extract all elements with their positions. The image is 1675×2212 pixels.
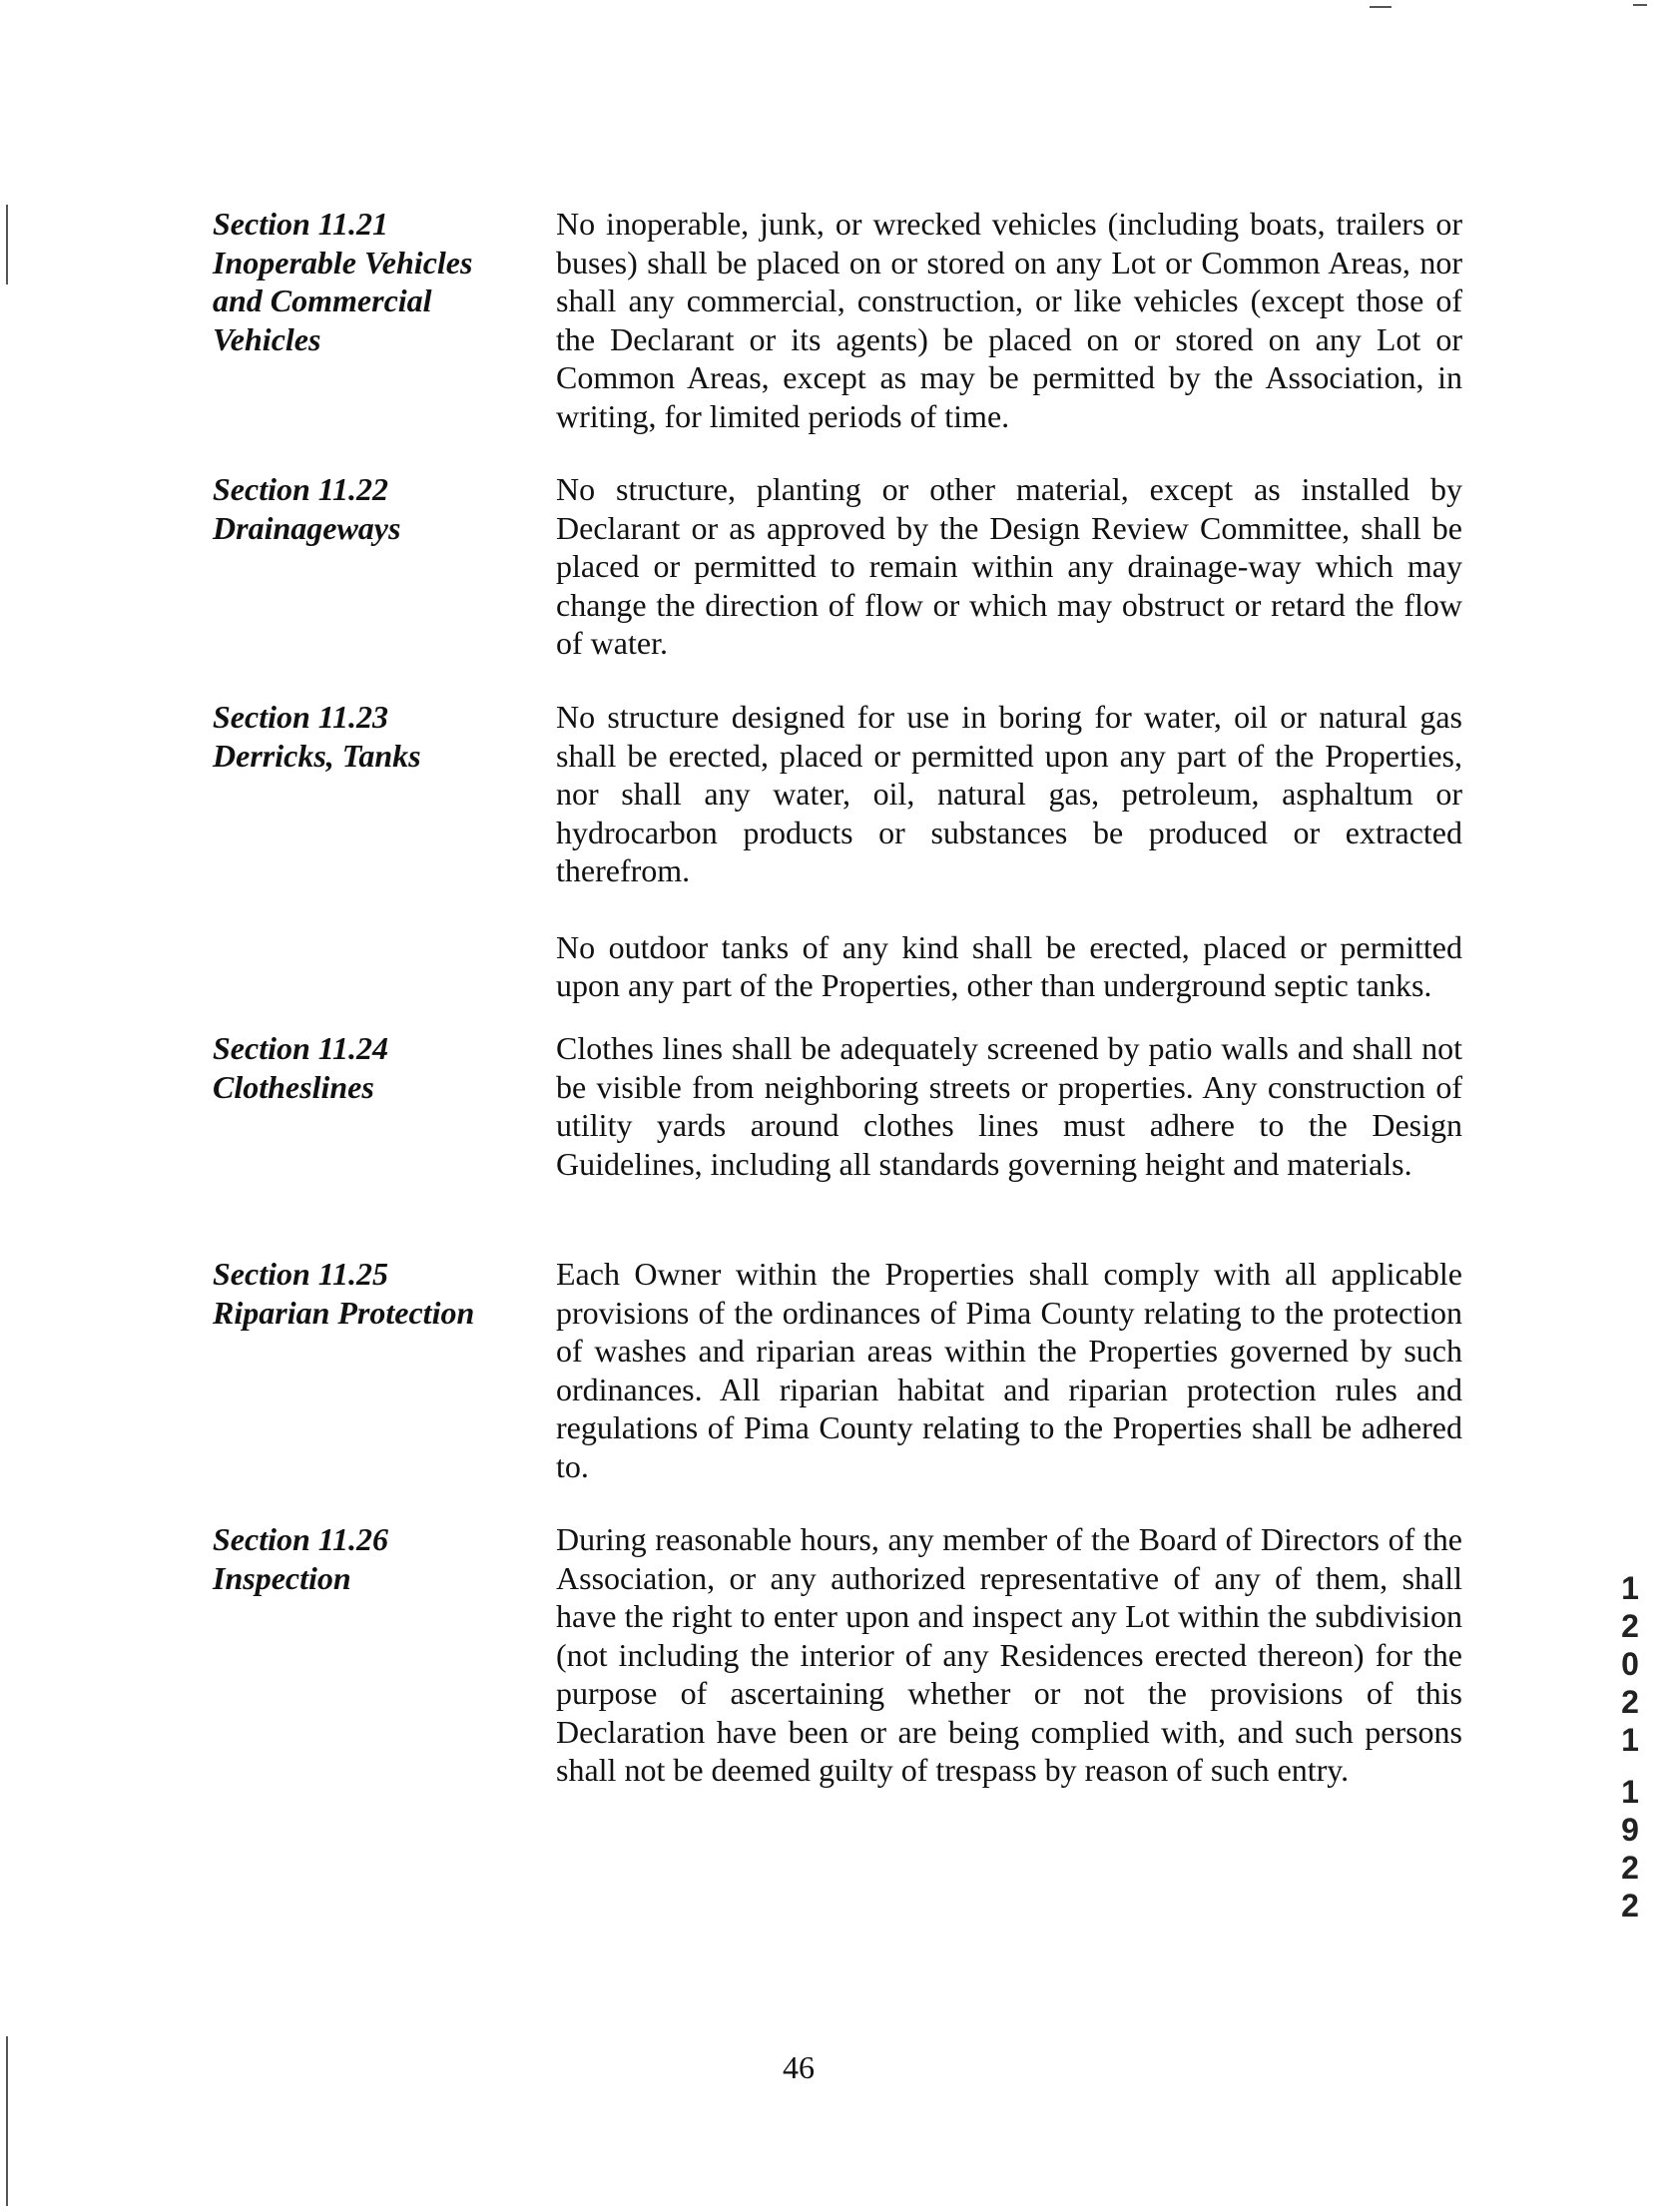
scan-margin-mark (1633, 4, 1647, 6)
section-number: Section 11.21 (213, 206, 389, 242)
section-heading (213, 470, 512, 547)
paragraph: Clothes lines shall be adequately screened by patio walls and shall not be visible from neighboring streets or properties. Any construction of utility yards around clothes lines must adhere to the Design Guidelines, including all standards governing height and materials. (556, 1030, 1462, 1182)
stamp-digit: 2 (1621, 1850, 1639, 1886)
section-body (556, 1255, 1462, 1523)
section-body (556, 1520, 1462, 1828)
stamp-digit: 2 (1621, 1608, 1639, 1644)
scan-margin-mark (1370, 6, 1392, 8)
section-body (556, 698, 1462, 1043)
section-body (556, 470, 1462, 701)
paragraph: During reasonable hours, any member of the Board of Directors of the Association, or any authorized representative of any of them, shall have the right to enter upon and inspect any Lot within the subdivision (not including the interior of any Residences erected thereon) for the purpose of ascertaining whether or not the provisions of this Declaration have been or are being complied with, and such persons shall not be deemed guilty of trespass by reason of such entry. (556, 1521, 1462, 1788)
stamp-digit: 0 (1621, 1646, 1639, 1682)
recording-stamp-bottom (1614, 1773, 1646, 1925)
section-number: Section 11.24 (213, 1030, 389, 1066)
section-number: Section 11.23 (213, 699, 389, 735)
section-title-line: Clotheslines (213, 1068, 374, 1105)
paragraph: No inoperable, junk, or wrecked vehicles (including boats, trailers or buses) shall be placed on or stored on any Lot or Common Areas, nor shall any commercial, construction, or like vehicles (except those of the Declarant or its agents) be placed on or stored on any Lot or Common Areas, except as may be permitted by the Association, in writing, for limited periods of time. (556, 206, 1462, 434)
section-title-line: Riparian Protection (213, 1294, 475, 1331)
stamp-digit: 1 (1621, 1722, 1639, 1758)
section-heading (213, 1520, 512, 1597)
paragraph: No structure designed for use in boring for water, oil or natural gas shall be erected, placed or permitted upon any part of the Properties, nor shall any water, oil, natural gas, petroleum, asphaltum or hydrocarbon products or substances be produced or extracted therefrom. (556, 699, 1462, 888)
stamp-digit: 2 (1621, 1684, 1639, 1720)
stamp-digit: 1 (1621, 1774, 1639, 1810)
section-heading (213, 205, 512, 358)
section-title-line: Derricks, Tanks (213, 737, 421, 774)
stamp-digit: 9 (1621, 1812, 1639, 1848)
section-number: Section 11.25 (213, 1256, 389, 1292)
page-number: 46 (783, 2049, 815, 2085)
section-body (556, 205, 1462, 473)
section-title-line: Inoperable Vehicles (213, 244, 473, 280)
stamp-digit: 2 (1621, 1888, 1639, 1924)
section-heading (213, 1255, 512, 1332)
section-number: Section 11.22 (213, 471, 389, 507)
paragraph: No outdoor tanks of any kind shall be erected, placed or permitted upon any part of the Properties, other than underground septic tanks. (556, 928, 1462, 1003)
section-body (556, 1029, 1462, 1221)
section-number: Section 11.26 (213, 1521, 389, 1557)
scan-margin-mark (6, 2036, 8, 2206)
section-title-line: Drainageways (213, 509, 401, 546)
section-title-line: Inspection (213, 1559, 351, 1596)
paragraph: Each Owner within the Properties shall comply with all applicable provisions of the ordinances of Pima County relating to the protection of washes and riparian areas within the Properties governed by such ordinances. All riparian habitat and riparian protection rules and regulations of Pima County relating to the Properties shall be adhered to. (556, 1256, 1462, 1484)
section-heading (213, 1029, 512, 1106)
section-heading (213, 698, 512, 775)
paragraph: No structure, planting or other material, except as installed by Declarant or as approved by the Design Review Committee, shall be placed or permitted to remain within any drainage-way which may change the direction of flow or which may obstruct or retard the flow of water. (556, 471, 1462, 661)
scan-margin-mark (6, 205, 8, 284)
section-title-line: Vehicles (213, 320, 321, 357)
recording-stamp-top (1614, 1569, 1646, 1759)
section-title-line: and Commercial (213, 282, 432, 318)
stamp-digit: 1 (1621, 1570, 1639, 1606)
